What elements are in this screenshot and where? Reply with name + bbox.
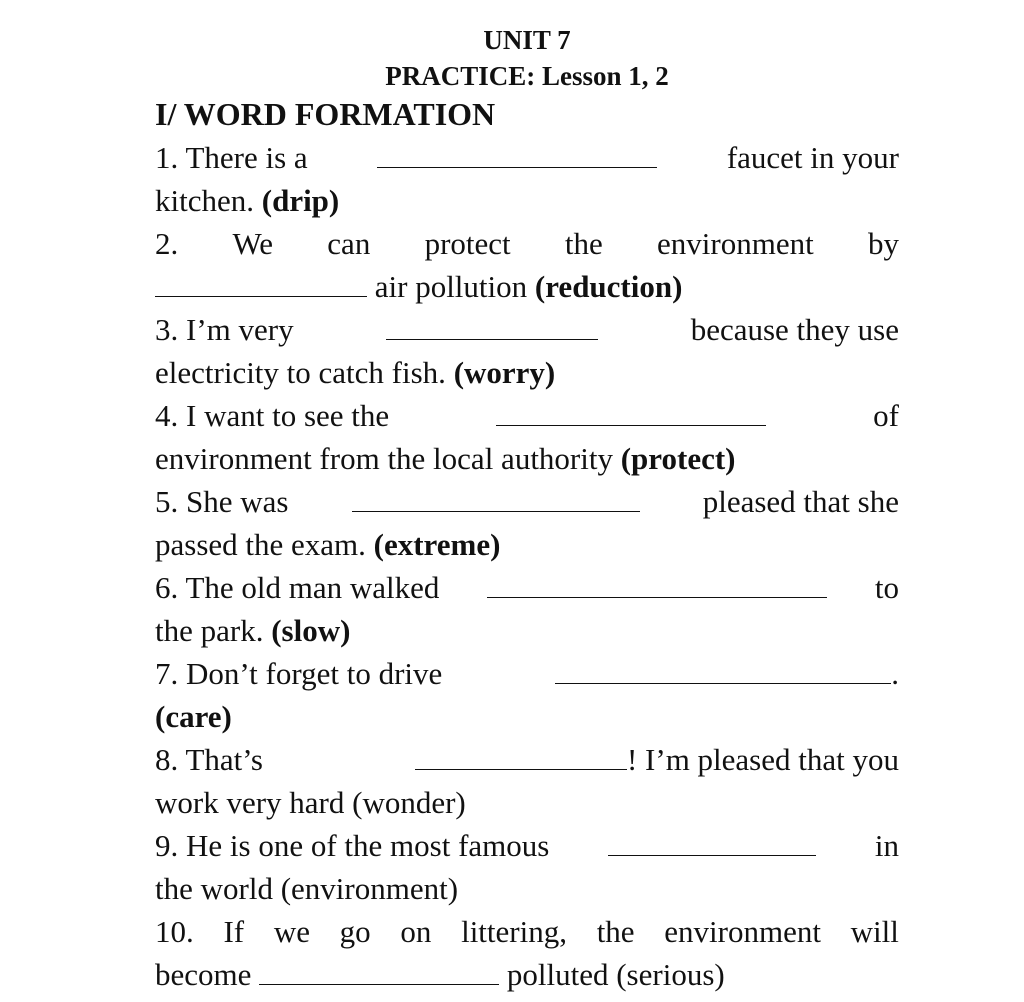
answer-blank-7[interactable]: [555, 655, 891, 684]
answer-blank-8[interactable]: [415, 741, 627, 770]
question-5: 5. She was pleased that she passed the exam. (extreme): [155, 484, 899, 562]
practice-title: PRACTICE: Lesson 1, 2: [385, 61, 669, 91]
question-4: 4. I want to see the of environment from the local authority (protect): [155, 398, 899, 476]
question-2: 2. We can protect the environment by air pollution (reduction): [155, 226, 899, 304]
question-8: 8. That’s ! I’m pleased that you work very hard (wonder): [155, 742, 899, 820]
answer-blank-1[interactable]: [377, 139, 657, 168]
question-1: 1. There is a faucet in your kitchen. (drip): [155, 140, 899, 218]
hint-1: (drip): [261, 183, 340, 218]
hint-6: (slow): [271, 613, 351, 648]
question-3: 3. I’m very because they use electricity to catch fish. (worry): [155, 312, 899, 390]
answer-blank-6[interactable]: [487, 569, 827, 598]
hint-7: (care): [155, 699, 232, 734]
answer-blank-2[interactable]: [155, 268, 367, 297]
hint-3: (worry): [453, 355, 556, 390]
section-heading: I/ WORD FORMATION: [155, 96, 496, 132]
hint-5: (extreme): [373, 527, 501, 562]
answer-blank-4[interactable]: [496, 397, 766, 426]
answer-blank-5[interactable]: [352, 483, 640, 512]
answer-blank-9[interactable]: [608, 827, 816, 856]
question-10: 10. If we go on littering, the environment will become polluted (serious): [155, 914, 899, 992]
question-7: 7. Don’t forget to drive . (care): [155, 656, 899, 734]
worksheet-page: [155, 22, 899, 996]
unit-title: UNIT 7: [483, 25, 571, 55]
answer-blank-3[interactable]: [386, 311, 598, 340]
question-6: 6. The old man walked to the park. (slow): [155, 570, 899, 648]
question-9: 9. He is one of the most famous in the world (environment): [155, 828, 899, 906]
answer-blank-10[interactable]: [259, 956, 499, 985]
hint-4: (protect): [620, 441, 736, 476]
hint-2: (reduction): [534, 269, 683, 304]
